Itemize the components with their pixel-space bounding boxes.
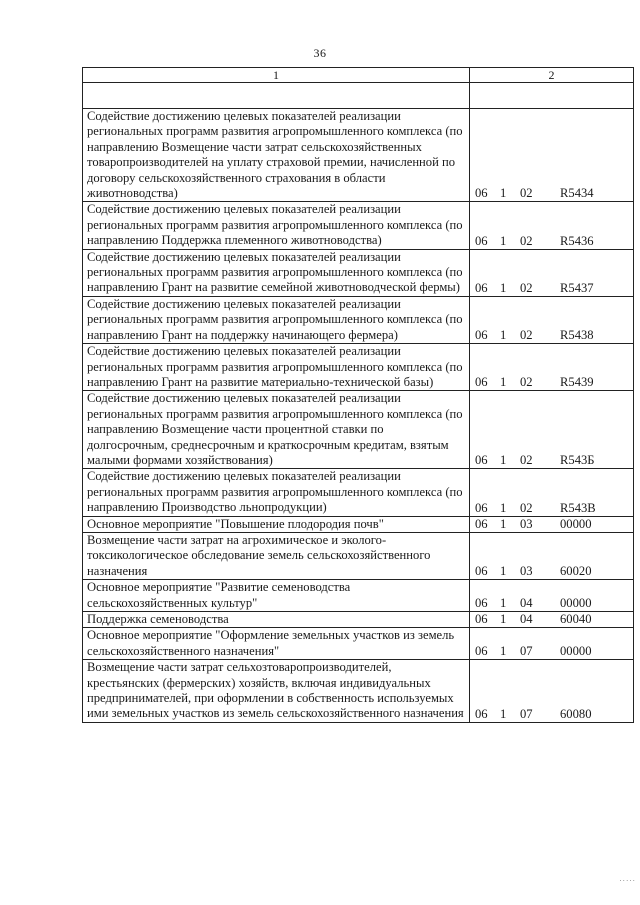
program-code: 06 — [475, 233, 488, 248]
table-row — [83, 516, 634, 532]
row-code-cell — [470, 391, 634, 469]
program-code: 06 — [475, 516, 488, 531]
subprogram-code: 1 — [500, 706, 507, 721]
table-row — [83, 660, 634, 723]
event-code: 04 — [520, 612, 533, 627]
classification-code — [470, 328, 633, 343]
row-code-cell — [470, 612, 634, 628]
table-row — [83, 202, 634, 249]
direction-code: R5437 — [560, 280, 594, 295]
page-number: 36 — [313, 46, 327, 60]
row-code-cell — [470, 532, 634, 579]
subprogram-code: 1 — [500, 612, 507, 627]
classification-code — [470, 564, 633, 579]
row-code-cell — [470, 628, 634, 660]
event-code: 02 — [520, 500, 533, 515]
direction-code: 60040 — [560, 612, 592, 627]
program-code: 06 — [475, 706, 488, 721]
table-row — [83, 391, 634, 469]
row-code-cell — [470, 469, 634, 516]
event-code: 04 — [520, 596, 533, 610]
subprogram-code: 1 — [500, 375, 507, 390]
table-row — [83, 249, 634, 296]
budget-classification-table — [82, 67, 634, 723]
program-code: 06 — [475, 186, 488, 201]
row-description: Содействие достижению целевых показателей реализации региональных программ развития агропромышленного комплекса (по направлению Грант на поддержку начинающего фермера) — [83, 296, 470, 343]
edge-mark: ····· — [619, 877, 636, 885]
row-code-cell — [470, 249, 634, 296]
direction-code: R5434 — [560, 186, 594, 201]
subprogram-code: 1 — [500, 453, 507, 468]
direction-code: R5439 — [560, 375, 594, 390]
row-description: Основное мероприятие "Повышение плодородия почв" — [83, 516, 470, 532]
classification-code — [470, 453, 633, 468]
table-row — [83, 469, 634, 516]
row-description: Содействие достижению целевых показателей реализации региональных программ развития агропромышленного комплекса (по направлению Возмещение части затрат сельскохозяйственных товаропроизводителей на уплату страховой премии, начисленной по договору сельскохозяйственного страхования в области животноводства) — [83, 109, 470, 202]
column-header-2: 2 — [470, 68, 634, 83]
program-code: 06 — [475, 280, 488, 295]
blank-row — [83, 83, 634, 109]
direction-code: 00000 — [560, 644, 592, 659]
program-code: 06 — [475, 644, 488, 659]
table-row — [83, 612, 634, 628]
classification-code — [470, 596, 633, 611]
program-code: 06 — [475, 453, 488, 468]
subprogram-code: 1 — [500, 516, 507, 531]
column-header-1: 1 — [83, 68, 470, 83]
table-row — [83, 296, 634, 343]
classification-code — [470, 517, 633, 532]
row-code-cell — [470, 344, 634, 391]
event-code: 02 — [520, 186, 533, 201]
classification-code — [470, 501, 633, 516]
program-code: 06 — [475, 596, 488, 610]
event-code: 02 — [520, 233, 533, 248]
program-code: 06 — [475, 328, 488, 343]
row-description: Содействие достижению целевых показателей реализации региональных программ развития агропромышленного комплекса (по направлению Производство льнопродукции) — [83, 469, 470, 516]
subprogram-code: 1 — [500, 564, 507, 579]
program-code: 06 — [475, 500, 488, 515]
classification-code — [470, 186, 633, 201]
subprogram-code: 1 — [500, 596, 507, 610]
subprogram-code: 1 — [500, 233, 507, 248]
direction-code: 00000 — [560, 516, 592, 531]
classification-code — [470, 234, 633, 249]
direction-code: R543Б — [560, 453, 595, 468]
event-code: 02 — [520, 280, 533, 295]
direction-code: R543B — [560, 500, 596, 515]
event-code: 07 — [520, 706, 533, 721]
program-code: 06 — [475, 612, 488, 627]
row-description: Содействие достижению целевых показателей реализации региональных программ развития агропромышленного комплекса (по направлению Грант на развитие материально-технической базы) — [83, 344, 470, 391]
subprogram-code: 1 — [500, 500, 507, 515]
program-code: 06 — [475, 564, 488, 579]
row-code-cell — [470, 202, 634, 249]
row-description: Содействие достижению целевых показателей реализации региональных программ развития агропромышленного комплекса (по направлению Грант на развитие семейной животноводческой фермы) — [83, 249, 470, 296]
classification-code — [470, 375, 633, 390]
direction-code: R5438 — [560, 328, 594, 343]
event-code: 07 — [520, 644, 533, 659]
table-row — [83, 344, 634, 391]
table-row — [83, 109, 634, 202]
blank-cell-1 — [83, 83, 470, 109]
row-code-cell — [470, 580, 634, 612]
subprogram-code: 1 — [500, 328, 507, 343]
direction-code: 60020 — [560, 564, 592, 579]
row-description: Основное мероприятие "Развитие семеноводства сельскохозяйственных культур" — [83, 580, 470, 612]
direction-code: 60080 — [560, 706, 592, 721]
classification-code — [470, 281, 633, 296]
table-header-row — [83, 68, 634, 83]
row-description: Основное мероприятие "Оформление земельных участков из земель сельскохозяйственного назначения" — [83, 628, 470, 660]
row-description: Содействие достижению целевых показателей реализации региональных программ развития агропромышленного комплекса (по направлению Возмещение части процентной ставки по долгосрочным, среднесрочным и краткосрочным кредитам, взятым малыми формами хозяйствования) — [83, 391, 470, 469]
row-code-cell — [470, 109, 634, 202]
classification-code — [470, 612, 633, 627]
row-description: Возмещение части затрат на агрохимическое и эколого-токсикологическое обследование земель сельскохозяйственного назначения — [83, 532, 470, 579]
blank-cell-2 — [470, 83, 634, 109]
row-code-cell — [470, 296, 634, 343]
direction-code: 00000 — [560, 596, 592, 610]
event-code: 03 — [520, 564, 533, 579]
row-description: Поддержка семеноводства — [83, 612, 470, 628]
row-code-cell — [470, 660, 634, 723]
subprogram-code: 1 — [500, 186, 507, 201]
event-code: 02 — [520, 375, 533, 390]
row-description: Возмещение части затрат сельхозтоваропроизводителей, крестьянских (фермерских) хозяйств, включая индивидуальных предпринимателей, при оформлении в собственность используемых ими земельных участков из земель сельскохозяйственного назначения — [83, 660, 470, 723]
event-code: 03 — [520, 516, 533, 531]
program-code: 06 — [475, 375, 488, 390]
subprogram-code: 1 — [500, 644, 507, 659]
table-row — [83, 532, 634, 579]
row-description: Содействие достижению целевых показателей реализации региональных программ развития агропромышленного комплекса (по направлению Поддержка племенного животноводства) — [83, 202, 470, 249]
direction-code: R5436 — [560, 233, 594, 248]
table-row — [83, 580, 634, 612]
table-row — [83, 628, 634, 660]
classification-code — [470, 707, 633, 722]
row-code-cell — [470, 516, 634, 532]
event-code: 02 — [520, 328, 533, 343]
event-code: 02 — [520, 453, 533, 468]
subprogram-code: 1 — [500, 280, 507, 295]
classification-code — [470, 644, 633, 659]
